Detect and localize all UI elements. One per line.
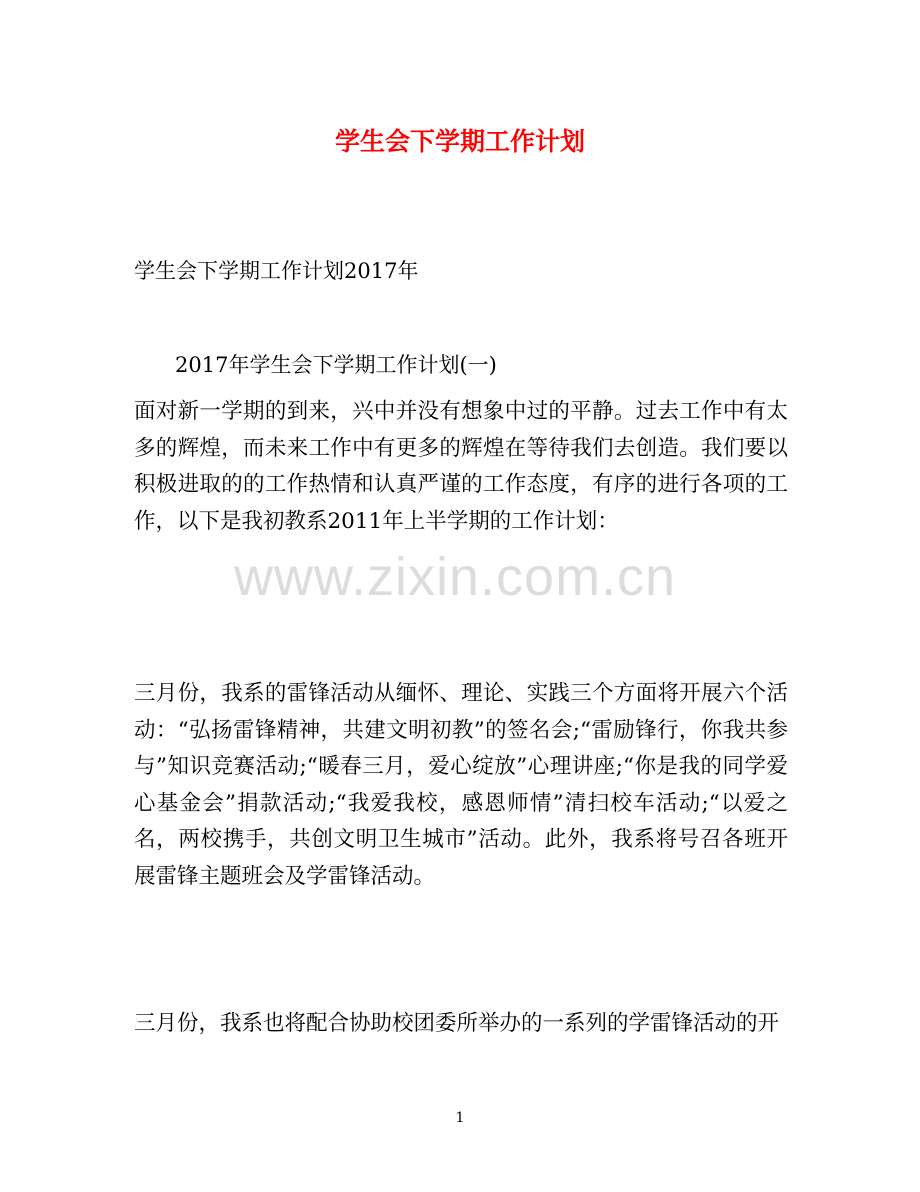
paragraph-intro: 面对新一学期的到来，兴中并没有想象中过的平静。过去工作中有太多的辉煌，而未来工作中有更多的辉煌在等待我们去创造。我们要以积极进取的的工作热情和认真严谨的工作态度，有序的进行各项的工作，以下是我初教系2011年上半学期的工作计划： [134, 399, 788, 534]
section-heading: 2017年学生会下学期工作计划(一) [175, 353, 497, 377]
watermark: www.zixin.com.cn [234, 547, 677, 607]
page-number: 1 [455, 1110, 465, 1126]
document-subtitle: 学生会下学期工作计划2017年 [134, 259, 419, 283]
paragraph-march-cooperation: 三月份，我系也将配合协助校团委所举办的一系列的学雷锋活动的开 [134, 1011, 780, 1036]
paragraph-march-activities: 三月份，我系的雷锋活动从缅怀、理论、实践三个方面将开展六个活动：“弘扬雷锋精神，共建文明初教”的签名会;“雷励锋行，你我共参与”知识竞赛活动;“暖春三月，爱心绽放”心理讲座;“你是我的同学爱心基金会”捐款活动;“我爱我校，感恩师情”清扫校车活动;“以爱之名，两校携手，共创文明卫生城市”活动。此外，我系将号召各班开展雷锋主题班会及学雷锋活动。 [134, 681, 788, 889]
document-title: 学生会下学期工作计划 [334, 127, 585, 156]
